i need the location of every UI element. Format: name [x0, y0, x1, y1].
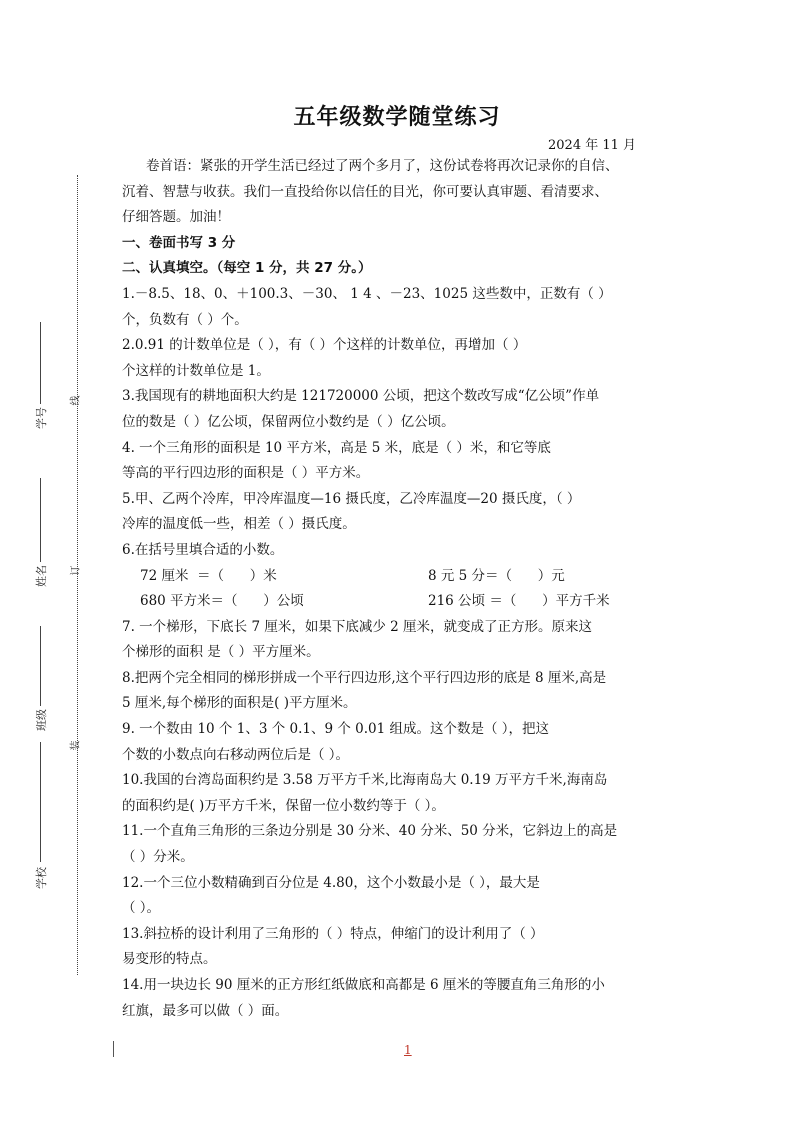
question-10-line-1: 10.我国的台湾岛面积约是 3.58 万平方千米,比海南岛大 0.19 万平方千米,海南岛 [122, 772, 608, 789]
question-9-line-2: 个数的小数点向右移动两位后是（ ）。 [122, 746, 350, 763]
question-11-line-2: （ ）分米。 [122, 849, 194, 866]
question-6-prompt: 6.在括号里填合适的小数。 [122, 541, 284, 558]
question-12-line-1: 12.一个三位小数精确到百分位是 4.80，这个小数最小是（ ），最大是 [122, 874, 540, 891]
binding-label-zhuang: 装 [70, 740, 82, 751]
question-13-line-2: 易变形的特点。 [122, 951, 217, 968]
question-7-line-2: 个梯形的面积 是（ ）平方厘米。 [122, 644, 320, 661]
question-11-line-1: 11.一个直角三角形的三条边分别是 30 分米、40 分米、50 分米，它斜边上的高是 [122, 823, 618, 840]
exam-content [122, 154, 702, 1024]
question-9-line-1: 9. 一个数由 10 个 1、3 个 0.1、9 个 0.01 组成。这个数是（ ），把这 [122, 721, 550, 738]
intro-line-2: 沉着、智慧与收获。我们一直投给你以信任的目光，你可要认真审题、看清要求、 [122, 183, 608, 200]
question-3-line-1: 3.我国现有的耕地面积大约是 121720000 公顷，把这个数改写成“亿公顷”作单 [122, 388, 600, 405]
question-6-row-2 [122, 589, 702, 615]
class-line [40, 626, 41, 706]
question-5-line-2: 冷库的温度低一些，相差（ ）摄氏度。 [122, 516, 356, 533]
exam-date: 2024 年 11 月 [548, 138, 637, 153]
question-13-line-1: 13.斜拉桥的设计利用了三角形的（ ）特点，伸缩门的设计利用了（ ） [122, 925, 544, 942]
question-1-line-2: 个，负数有（ ）个。 [122, 311, 248, 328]
question-12-line-2: （ ）。 [122, 900, 161, 917]
question-2-line-1: 2.0.91 的计数单位是（ ），有（ ）个这样的计数单位，再增加（ ） [122, 337, 527, 354]
student-id-label: 学号 [35, 407, 48, 429]
question-7-line-1: 7. 一个梯形，下底长 7 厘米，如果下底减少 2 厘米，就变成了正方形。原来这 [122, 618, 593, 635]
question-6-item-4: 216 公顷 ＝（ ）平方千米 [428, 593, 610, 610]
question-6-item-1: 72 厘米 ＝（ ）米 [140, 567, 277, 584]
school-label: 学校 [35, 867, 48, 889]
student-id-line [40, 322, 41, 404]
page-title: 五年级数学随堂练习 [293, 104, 501, 130]
section-1-heading: 一、卷面书写 3 分 [122, 234, 236, 251]
question-6-item-2: 8 元 5 分＝（ ）元 [428, 567, 565, 584]
question-6-row-1 [122, 564, 702, 590]
question-4-line-1: 4. 一个三角形的面积是 10 平方米，高是 5 米，底是（ ）米，和它等底 [122, 439, 551, 456]
binding-label-ding: 订 [70, 565, 82, 576]
section-2-heading: 二、认真填空。（每空 1 分，共 27 分。） [122, 260, 372, 277]
school-line [40, 742, 41, 862]
question-1-line-1: 1.－8.5、18、0、＋100.3、－30、 1 4 、－23、1025 这些数中，正数有（ ） [122, 285, 612, 302]
question-3-line-2: 位的数是（ ）亿公顷，保留两位小数约是（ ）亿公顷。 [122, 413, 455, 430]
question-14-line-2: 红旗，最多可以做（ ）面。 [122, 1002, 289, 1019]
name-label: 姓名 [35, 565, 48, 587]
class-label: 班级 [35, 709, 48, 731]
question-14-line-1: 14.用一块边长 90 厘米的正方形红纸做底和高都是 6 厘米的等腰直角三角形的小 [122, 977, 605, 993]
footer-margin-mark [113, 1041, 114, 1057]
question-6-item-3: 680 平方米＝（ ）公顷 [140, 593, 304, 610]
name-line [40, 478, 41, 562]
page-number: 1 [404, 1043, 412, 1057]
binding-label-xian: 线 [70, 395, 82, 406]
question-2-line-2: 个这样的计数单位是 1。 [122, 362, 270, 379]
question-8-line-2: 5 厘米,每个梯形的面积是( )平方厘米。 [122, 695, 357, 712]
question-4-line-2: 等高的平行四边形的面积是（ ）平方米。 [122, 465, 370, 482]
question-8-line-1: 8.把两个完全相同的梯形拼成一个平行四边形,这个平行四边形的底是 8 厘米,高是 [122, 669, 607, 686]
intro-line-3: 仔细答题。加油！ [122, 209, 230, 226]
intro-line-1: 卷首语：紧张的开学生活已经过了两个多月了，这份试卷将再次记录你的自信、 [146, 158, 619, 174]
question-5-line-1: 5.甲、乙两个冷库，甲冷库温度—16 摄氏度，乙冷库温度—20 摄氏度，（ ） [122, 490, 581, 507]
question-10-line-2: 的面积约是( )万平方千米，保留一位小数约等于（ ）。 [122, 797, 445, 814]
